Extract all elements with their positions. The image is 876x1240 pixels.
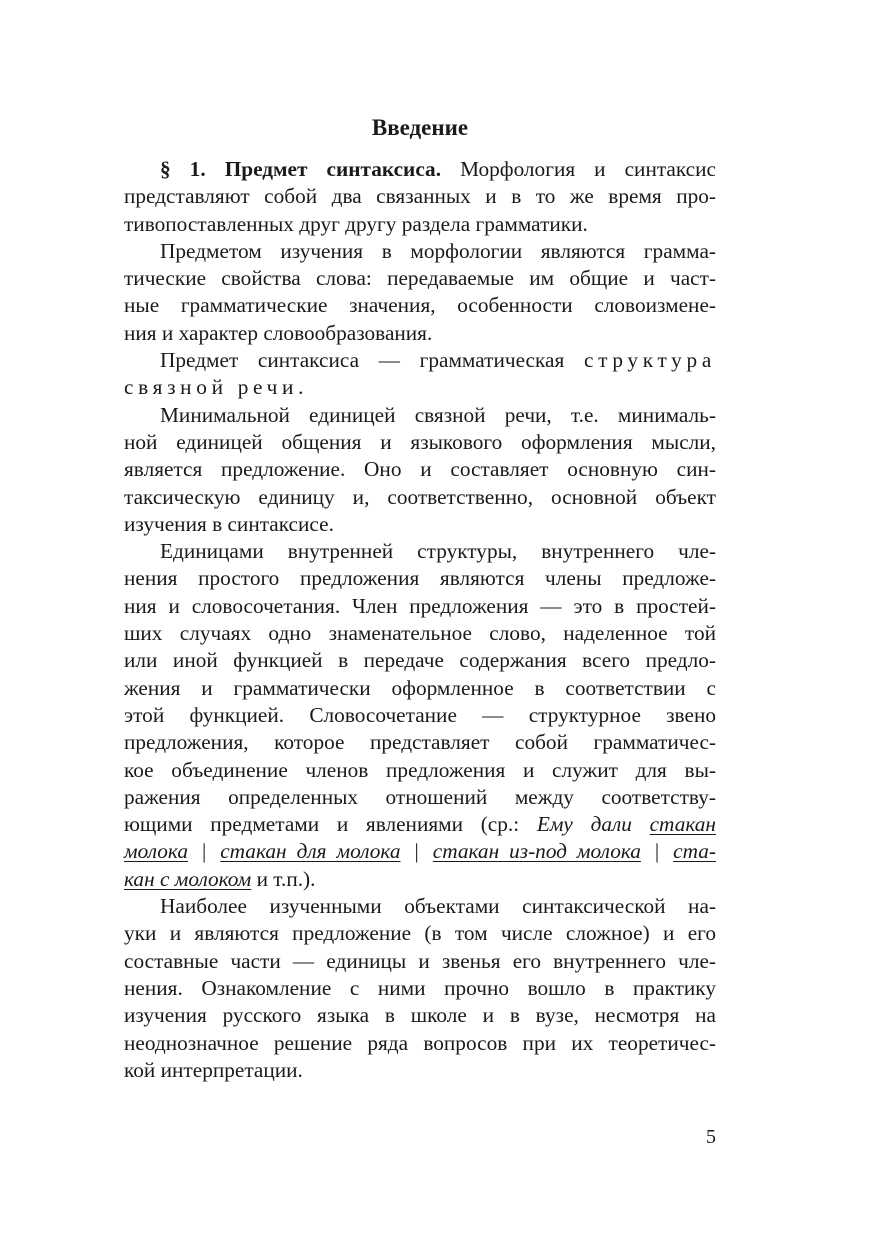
text-line: тические свойства слова: передаваемые им общие и част- — [124, 266, 716, 291]
separator: | — [201, 839, 207, 864]
text-line: ния и словосочетания. Член предложения — это в простей- — [124, 593, 716, 618]
text-line: ные грамматические значения, особенности словоизмене- — [124, 293, 716, 318]
text-line: нения простого предложения являются члены предложе- — [124, 566, 716, 591]
text-line: ния и характер словообразования. — [124, 320, 433, 345]
text-line: Предметом изучения в морфологии являются грамма- — [160, 238, 716, 263]
text-line: Минимальной единицей связной речи, т.е. минималь- — [160, 402, 716, 427]
example-underlined: стакан — [649, 812, 716, 837]
example-underlined: стакан из-под молока — [432, 839, 641, 864]
paragraph-2 — [124, 238, 716, 347]
text-line: кое объединение членов предложения и служит для вы- — [124, 757, 716, 782]
text-line: изучения в синтаксисе. — [124, 511, 334, 536]
text-line: является предложение. Оно и составляет основную син- — [124, 457, 716, 482]
page-content — [124, 112, 716, 1084]
separator: | — [414, 839, 419, 864]
text-line: нения. Ознакомление с ними прочно вошло в практику — [124, 975, 716, 1000]
text-line: таксическую единицу и, соответственно, основной объект — [124, 484, 716, 509]
example-underlined: стакан для молока — [220, 839, 401, 864]
paragraph-1 — [124, 156, 716, 238]
spaced-emphasis: структура — [583, 348, 716, 373]
paragraph-6 — [124, 893, 716, 1084]
text-line: Предмет синтаксиса — грамматическая структура — [160, 348, 716, 373]
text-line: связной речи. — [124, 375, 304, 400]
text-line: Наиболее изученными объектами синтаксической на- — [160, 894, 716, 919]
text-line: изучения русского языка в школе и в вузе, несмотря на — [124, 1003, 716, 1028]
paragraph-4 — [124, 402, 716, 538]
text-line: уки и являются предложение (в том числе сложное) и его — [124, 921, 716, 946]
separator: | — [654, 839, 660, 864]
text-line: этой функцией. Словосочетание — структурное звено — [124, 702, 716, 727]
section-heading: § 1. Предмет синтаксиса. — [160, 157, 442, 181]
text-line: или иной функцией в передаче содержания всего предло- — [124, 648, 716, 673]
example-underlined: ста- — [673, 839, 716, 864]
example-underlined: кан с молоком — [124, 866, 252, 891]
text-line: кой интерпретации. — [124, 1057, 303, 1082]
text-line: представляют собой два связанных и в то же время про- — [124, 184, 716, 209]
page-title: Введение — [371, 115, 469, 140]
text-line: неоднозначное решение ряда вопросов при их теоретичес- — [124, 1030, 716, 1055]
paragraph-3 — [124, 347, 716, 402]
text-line: ющими предметами и явлениями (ср.: Ему дали стакан — [124, 812, 716, 837]
text-line: жения и грамматически оформленное в соответствии с — [124, 675, 716, 700]
text-line: составные части — единицы и звенья его внутреннего чле- — [124, 948, 716, 973]
paragraph-5 — [124, 538, 716, 893]
text-line: предложения, которое представляет собой грамматичес- — [124, 730, 716, 755]
spaced-emphasis: связной речи — [124, 375, 299, 400]
text-line: тивопоставленных друг другу раздела грамматики. — [124, 211, 588, 236]
text-line: ших случаях одно знаменательное слово, наделенное той — [124, 621, 716, 646]
example-text: Ему дали — [536, 812, 632, 837]
text-line: ражения определенных отношений между соответству- — [124, 784, 716, 809]
text-line: ной единицей общения и языкового оформления мысли, — [124, 429, 716, 454]
page-number: 5 — [706, 1126, 716, 1148]
text-line — [124, 838, 716, 865]
text-line: § 1. Предмет синтаксиса. Морфология и синтаксис — [160, 157, 716, 181]
text-line: кан с молоком и т.п.). — [124, 866, 316, 891]
example-underlined: молока — [124, 839, 188, 864]
text-line: Единицами внутренней структуры, внутреннего чле- — [160, 539, 716, 564]
